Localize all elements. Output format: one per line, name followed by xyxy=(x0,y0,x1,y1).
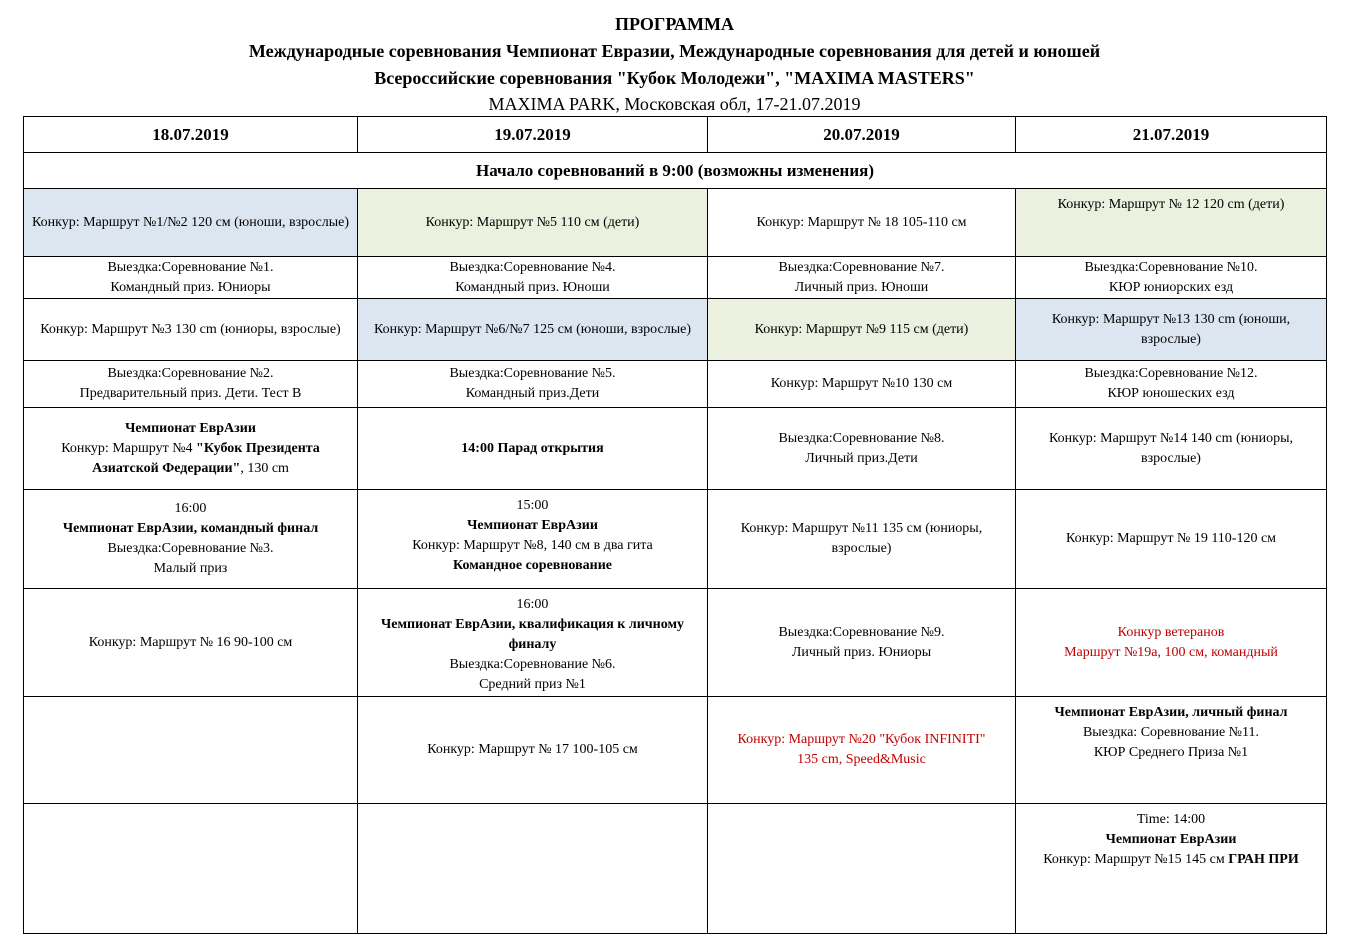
cell-text: 15:00 xyxy=(516,498,549,513)
subtitle-line-2: Всероссийские соревнования "Кубок Молодежи", "MAXIMA MASTERS" xyxy=(374,68,975,88)
cell-text: Средний приз №1 xyxy=(479,677,586,692)
schedule-cell xyxy=(24,408,358,490)
schedule-row xyxy=(24,361,1327,408)
cell-text: Конкур: Маршрут №9 115 см (дети) xyxy=(754,321,969,337)
start-note-row xyxy=(24,153,1327,189)
schedule-cell xyxy=(24,189,358,257)
cell-text: Конкур: Маршрут № 12 120 cm (дети) xyxy=(1057,197,1285,212)
cell-text: Выездка:Соревнование №5. xyxy=(449,366,616,381)
cell-text: Time: 14:00 xyxy=(1136,812,1206,827)
cell-text: 14:00 Парад открытия xyxy=(461,440,604,456)
cell-text: Выездка:Соревнование №8. xyxy=(778,430,945,446)
cell-text: Конкур: Маршрут № 16 90-100 см xyxy=(88,634,293,650)
schedule-cell xyxy=(1016,490,1327,589)
schedule-cell xyxy=(358,804,708,934)
cell-text-part: , 130 cm xyxy=(240,460,289,476)
cell-text: Конкур: Маршрут №5 110 см (дети) xyxy=(425,214,640,230)
cell-text: Конкур: Маршрут №8, 140 см в два гита xyxy=(412,538,653,553)
cell-text: Выездка:Соревнование №7. xyxy=(778,259,945,275)
schedule-cell xyxy=(708,804,1016,934)
cell-text: Конкур: Маршрут №10 130 см xyxy=(770,376,953,391)
schedule-row xyxy=(24,804,1327,934)
cell-text-part: Конкур: Маршрут №15 145 см xyxy=(1043,852,1229,867)
cell-text: Личный приз.Дети xyxy=(805,450,918,466)
cell-text: Маршрут №19а, 100 см, командный xyxy=(1064,644,1278,660)
schedule-cell xyxy=(1016,589,1327,697)
cell-text: Конкур: Маршрут №11 135 см (юниоры, взрослые) xyxy=(740,521,983,556)
schedule-cell xyxy=(24,804,358,934)
cell-text xyxy=(30,439,351,479)
schedule-row xyxy=(24,589,1327,697)
cell-text-part: "Кубок Президента Азиатской Федерации" xyxy=(92,440,320,476)
cell-text: Конкур: Маршрут №6/№7 125 см (юноши, взрослые) xyxy=(373,321,692,337)
cell-text: Выездка:Соревнование №9. xyxy=(778,624,945,640)
schedule-cell xyxy=(708,589,1016,697)
cell-text: Конкур: Маршрут №13 130 cm (юноши, взрослые) xyxy=(1051,311,1291,347)
cell-text: 135 cm, Speed&Music xyxy=(797,752,926,767)
cell-text: Командный приз. Юниоры xyxy=(110,279,271,295)
cell-text: КЮР юношеских езд xyxy=(1107,386,1235,401)
cell-text-part: Конкур: Маршрут №4 xyxy=(61,440,197,456)
cell-text: Конкур: Маршрут №14 140 cm (юниоры, взрослые) xyxy=(1049,430,1293,466)
schedule-cell xyxy=(1016,299,1327,361)
schedule-cell xyxy=(1016,189,1327,257)
schedule-row xyxy=(24,490,1327,589)
cell-text: Командный приз. Юноши xyxy=(455,279,610,295)
venue-line: MAXIMA PARK, Московская обл, 17-21.07.2019 xyxy=(488,94,861,114)
schedule-cell xyxy=(358,257,708,299)
schedule-row xyxy=(24,257,1327,299)
schedule-cell xyxy=(358,189,708,257)
schedule-cell xyxy=(24,490,358,589)
schedule-cell xyxy=(358,589,708,697)
cell-text: Выездка:Соревнование №3. xyxy=(107,541,274,556)
cell-text: Конкур: Маршрут №20 "Кубок INFINITI" xyxy=(737,732,986,747)
schedule-cell xyxy=(24,361,358,408)
cell-text: Чемпионат ЕврАзии, личный финал xyxy=(1054,705,1288,720)
cell-text: Конкур: Маршрут № 18 105-110 см xyxy=(756,214,967,230)
cell-text: Выездка: Соревнование №11. xyxy=(1082,725,1260,740)
date-header-cell: 19.07.2019 xyxy=(358,117,708,153)
cell-text: Выездка:Соревнование №1. xyxy=(107,259,274,275)
schedule-cell xyxy=(708,257,1016,299)
cell-text: Конкур: Маршрут № 17 100-105 см xyxy=(427,742,638,757)
schedule-cell xyxy=(358,490,708,589)
schedule-cell xyxy=(358,697,708,804)
cell-text: Чемпионат ЕврАзии xyxy=(125,420,256,436)
cell-text: Чемпионат ЕврАзии, командный финал xyxy=(62,521,319,536)
schedule-cell xyxy=(1016,361,1327,408)
schedule-row xyxy=(24,697,1327,804)
date-header-row xyxy=(24,117,1327,153)
cell-text: Предварительный приз. Дети. Тест B xyxy=(79,386,302,401)
schedule-cell xyxy=(24,299,358,361)
cell-text: Выездка:Соревнование №6. xyxy=(449,657,616,672)
subtitle-line-1: Международные соревнования Чемпионат Евразии, Международные соревнования для детей и юношей xyxy=(248,41,1101,61)
schedule-cell xyxy=(1016,408,1327,490)
schedule-cell xyxy=(1016,697,1327,804)
schedule-cell xyxy=(708,490,1016,589)
cell-text: Выездка:Соревнование №12. xyxy=(1084,366,1258,381)
date-header-cell: 20.07.2019 xyxy=(708,117,1016,153)
schedule-cell xyxy=(24,697,358,804)
cell-text: Чемпионат ЕврАзии, квалификация к личному финалу xyxy=(381,617,684,652)
cell-text: Конкур ветеранов xyxy=(1117,624,1225,640)
cell-text: 16:00 xyxy=(174,501,207,516)
cell-text: Командное соревнование xyxy=(453,558,612,573)
schedule-cell xyxy=(708,361,1016,408)
start-note: Начало соревнований в 9:00 (возможны изменения) xyxy=(24,153,1327,189)
cell-text: Чемпионат ЕврАзии xyxy=(1105,832,1237,847)
schedule-cell xyxy=(708,189,1016,257)
schedule-row xyxy=(24,299,1327,361)
cell-text: 16:00 xyxy=(516,597,549,612)
cell-text: Выездка:Соревнование №2. xyxy=(107,366,274,381)
cell-text-part: ГРАН ПРИ xyxy=(1228,852,1299,867)
cell-text: Конкур: Маршрут №1/№2 120 см (юноши, взрослые) xyxy=(31,214,350,230)
schedule-cell xyxy=(708,299,1016,361)
schedule-row xyxy=(24,408,1327,490)
cell-text xyxy=(1022,850,1320,870)
schedule-cell xyxy=(24,589,358,697)
page-title: ПРОГРАММА xyxy=(614,14,734,34)
schedule-cell xyxy=(708,408,1016,490)
cell-text: Чемпионат ЕврАзии xyxy=(467,518,598,533)
cell-text: Командный приз.Дети xyxy=(465,386,600,401)
schedule-row xyxy=(24,189,1327,257)
cell-text: КЮР юниорских езд xyxy=(1108,279,1234,295)
cell-text: Конкур: Маршрут № 19 110-120 см xyxy=(1065,531,1277,546)
schedule-cell xyxy=(358,361,708,408)
schedule-cell xyxy=(24,257,358,299)
schedule-cell xyxy=(1016,257,1327,299)
schedule-table xyxy=(23,116,1327,934)
cell-text: Выездка:Соревнование №10. xyxy=(1084,259,1258,275)
cell-text: Личный приз. Юниоры xyxy=(791,644,932,660)
schedule-cell xyxy=(358,299,708,361)
cell-text: Малый приз xyxy=(153,561,228,576)
date-header-cell: 21.07.2019 xyxy=(1016,117,1327,153)
cell-text: Личный приз. Юноши xyxy=(794,279,929,295)
date-header-cell: 18.07.2019 xyxy=(24,117,358,153)
schedule-cell xyxy=(358,408,708,490)
schedule-cell xyxy=(708,697,1016,804)
schedule-cell xyxy=(1016,804,1327,934)
cell-text: Конкур: Маршрут №3 130 cm (юниоры, взрослые) xyxy=(40,321,341,337)
cell-text: Выездка:Соревнование №4. xyxy=(449,259,616,275)
cell-text: КЮР Среднего Приза №1 xyxy=(1093,745,1249,760)
